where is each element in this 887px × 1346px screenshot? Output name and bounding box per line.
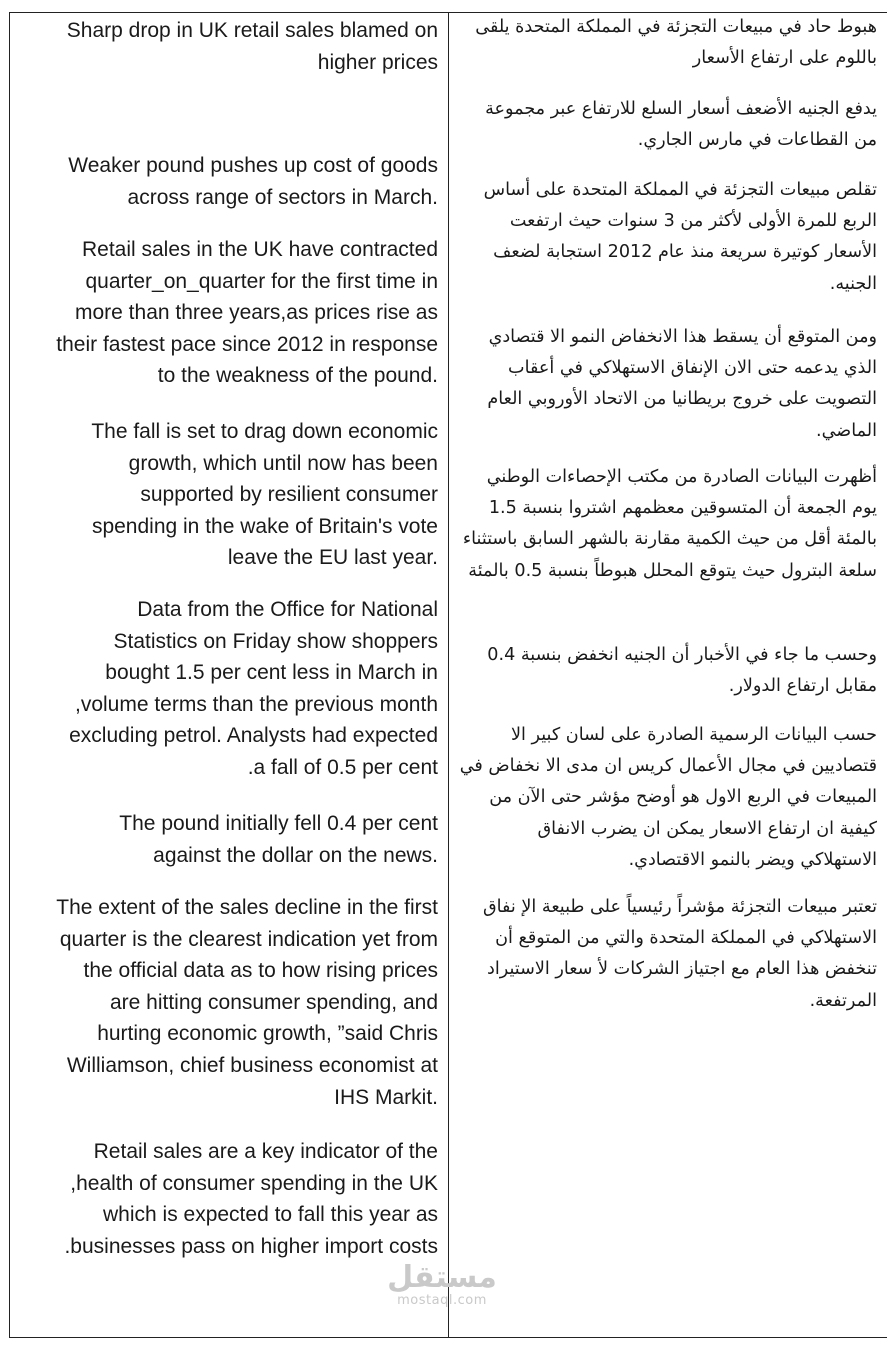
english-paragraph-7: Retail sales are a key indicator of the ,health of consumer spending in the UK which is expected to fall this year as .businesses pass on higher import costs	[64, 1140, 438, 1258]
arabic-paragraph-1: يدفع الجنيه الأضعف أسعار السلع للارتفاع عبر مجموعة من القطاعات في مارس الجاري.	[485, 99, 877, 151]
watermark-url: mostaql.com	[397, 1293, 487, 1308]
arabic-paragraph-7: تعتبر مبيعات التجزئة مؤشراً رئيسياً على طبيعة الإ نفاق الاستهلاكي في المملكة المتحدة والتي من المتوقع أن تنخفض هذا العام مع اجتياز الشركات لأ سعار الاستيراد المرتفعة.	[482, 897, 877, 1011]
arabic-paragraph-4: أظهرت البيانات الصادرة من مكتب الإحصاءات الوطني يوم الجمعة أن المتسوقين معظمهم اشتروا بنسبة 1.5 بالمئة أقل من حيث الكمية مقارنة بالشهر السابق باستثناء سلعة البترول حيث يتوقع المحلل هبوطاً بنسبة 0.5 بالمئة	[462, 467, 877, 581]
arabic-paragraph-6: حسب البيانات الرسمية الصادرة على لسان كبير الا قتصاديين في مجال الأعمال كريس ان مدى الا نخفاض في المبيعات في الربع الاول هو أوضح مؤشر حتى الآن من كيفية ان ارتفاع الاسعار يمكن ان يضرب الانفاق الاستهلاكي ويضر بالنمو الاقتصادي.	[459, 725, 877, 870]
arabic-paragraph-5: وحسب ما جاء في الأخبار أن الجنيه انخفض بنسبة 0.4 مقابل ارتفاع الدولار.	[487, 645, 877, 697]
watermark-logo: مستقل	[387, 1260, 497, 1295]
arabic-paragraph-3: ومن المتوقع أن يسقط هذا الانخفاض النمو الا قتصادي الذي يدعمه حتى الان الإنفاق الاستهلاكي في أعقاب التصويت على خروج بريطانيا من الاتحاد الأوروبي العام الماضي.	[487, 327, 877, 441]
english-paragraph-5: The pound initially fell 0.4 per cent against the dollar on the news.	[119, 812, 438, 867]
arabic-paragraph-2: تقلص مبيعات التجزئة في المملكة المتحدة على أساس الربع للمرة الأولى لأكثر من 3 سنوات حيث ارتفعت الأسعار كوتيرة سريعة منذ عام 2012 استجابة لضعف الجنيه.	[483, 180, 877, 294]
english-paragraph-3: The fall is set to drag down economic growth, which until now has been supported by resilient consumer spending in the wake of Britain's vote leave the EU last year.	[91, 420, 438, 570]
column-divider	[448, 12, 449, 1338]
english-paragraph-6: The extent of the sales decline in the first quarter is the clearest indication yet from the official data as to how rising prices are hitting consumer spending, and hurting economic growth, ”said Chris Williamson, chief business economist at IHS Markit.	[56, 896, 438, 1109]
english-paragraph-1: Weaker pound pushes up cost of goods across range of sectors in March.	[68, 154, 438, 209]
english-paragraph-4: Data from the Office for National Statistics on Friday show shoppers bought 1.5 per cent less in March in ,volume terms than the previous month excluding petrol. Analysts had expected .a fall of 0.5 per cent	[69, 598, 438, 779]
english-title: Sharp drop in UK retail sales blamed on higher prices	[66, 19, 438, 74]
mostaql-watermark	[386, 1262, 498, 1308]
arabic-title: هبوط حاد في مبيعات التجزئة في المملكة المتحدة يلقى باللوم على ارتفاع الأسعار	[475, 17, 877, 69]
english-paragraph-2: Retail sales in the UK have contracted quarter_on_quarter for the first time in more than three years,as prices rise as their fastest pace since 2012 in response to the weakness of the pound.	[56, 238, 438, 388]
